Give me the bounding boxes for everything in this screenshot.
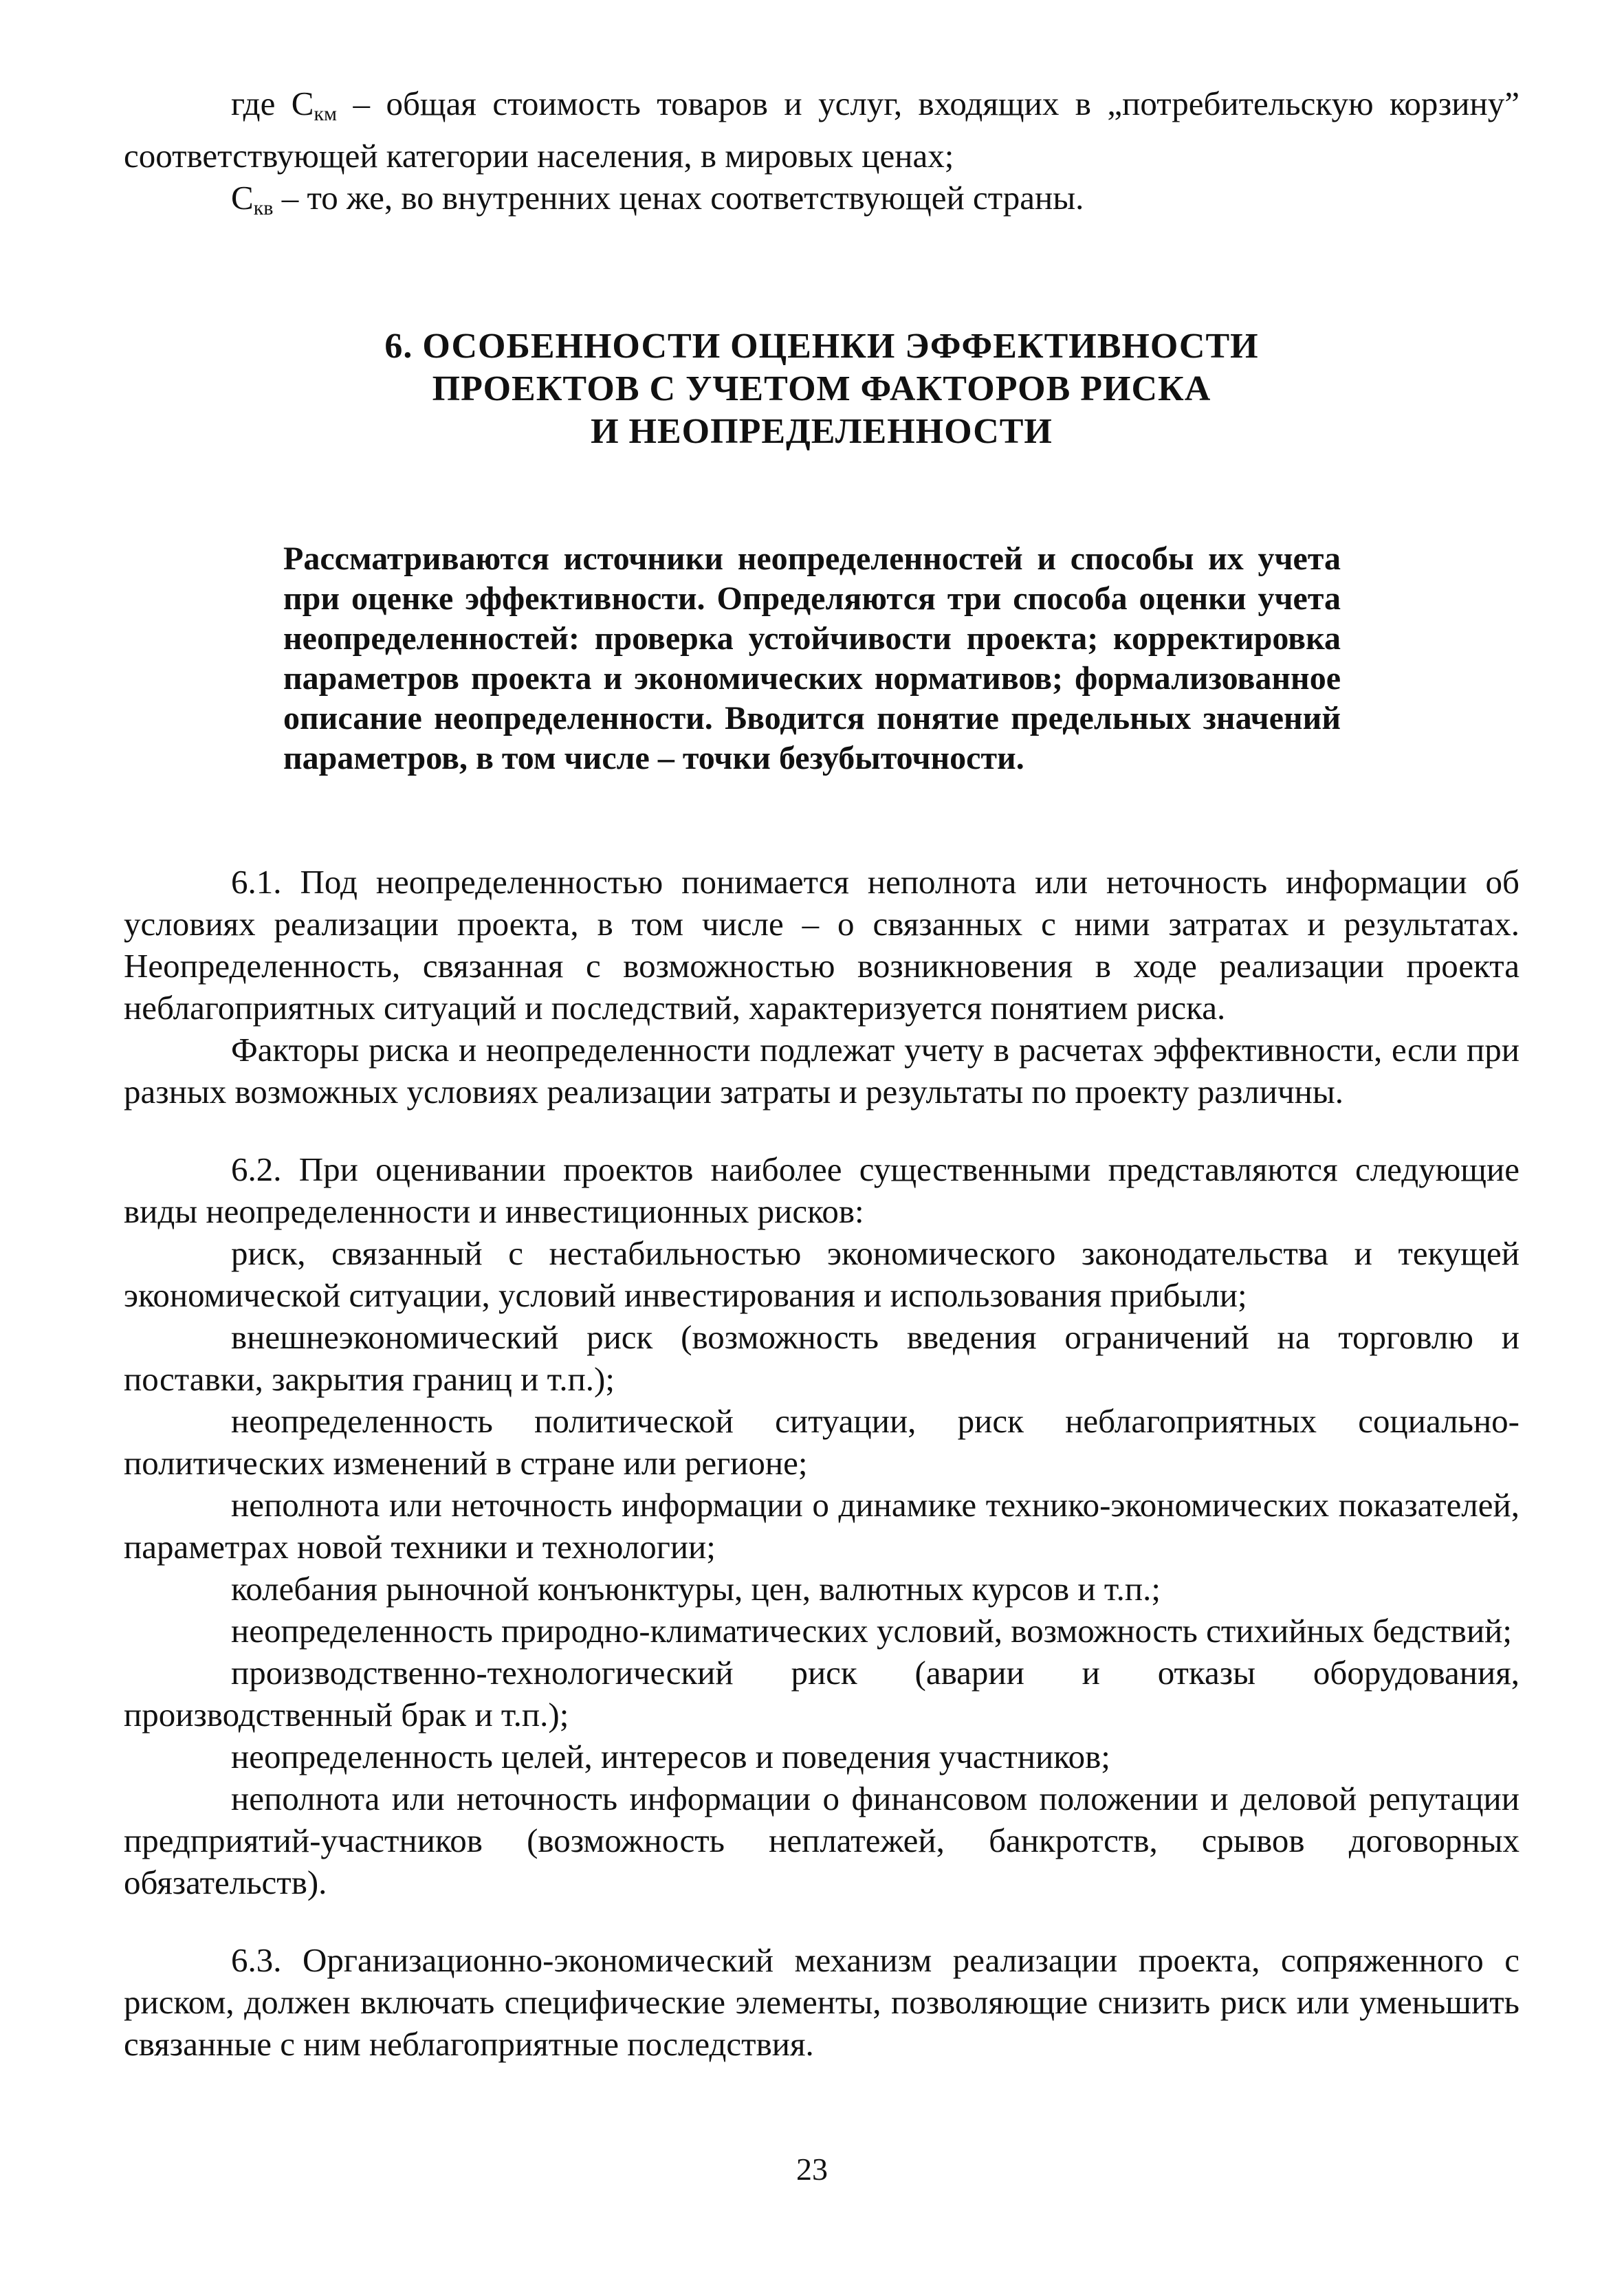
document-page	[124, 83, 1519, 2065]
risk-list-item: риск, связанный с нестабильностью экономического законодательства и текущей экономической ситуации, условий инвестирования и использования прибыли;	[124, 1234, 1519, 1314]
risk-list-item: неопределенность природно-климатических условий, возможность стихийных бедствий;	[231, 1612, 1513, 1650]
section-title-line: И НЕОПРЕДЕЛЕННОСТИ	[591, 412, 1053, 451]
ckv-subscript: кв	[253, 197, 274, 219]
section-title-line: ПРОЕКТОВ С УЧЕТОМ ФАКТОРОВ РИСКА	[432, 369, 1211, 408]
risk-list-item: колебания рыночной конъюнктуры, цен, валютных курсов и т.п.;	[231, 1570, 1161, 1608]
risk-list-item: неопределенность целей, интересов и поведения участников;	[231, 1738, 1110, 1775]
page-number: 23	[796, 2152, 828, 2187]
risk-list-item: внешнеэкономический риск (возможность введения ограничений на торговлю и поставки, закрытия границ и т.п.);	[124, 1318, 1519, 1398]
paragraph-6-1-continued: Факторы риска и неопределенности подлежат учету в расчетах эффективности, если при разных возможных условиях реализации затраты и результаты по проекту различны.	[124, 1031, 1519, 1111]
ckm-symbol: где C	[231, 85, 314, 122]
ckm-text: – общая стоимость товаров и услуг, входящих в „потребительскую корзину” соответствующей категории населения, в мировых ценах;	[124, 85, 1519, 175]
ckv-symbol: C	[231, 179, 254, 217]
section-abstract: Рассматриваются источники неопределенностей и способы их учета при оценке эффективности. Определяются три способа оценки учета неопределенностей: проверка устойчивости проекта; корректировка параметров проекта и экономических нормативов; формализованное описание неопределенности. Вводится понятие предельных значений параметров, в том числе – точки безубыточности.	[283, 540, 1341, 776]
paragraph-6-1: 6.1. Под неопределенностью понимается неполнота или неточность информации об условиях реализации проекта, в том числе – о связанных с ними затратах и результатах. Неопределенность, связанная с возможностью возникновения в ходе реализации проекта неблагоприятных ситуаций и последствий, характеризуется понятием риска.	[124, 863, 1519, 1027]
ckm-subscript: км	[314, 102, 338, 125]
paragraph-6-3: 6.3. Организационно-экономический механизм реализации проекта, сопряженного с риском, должен включать специфические элементы, позволяющие снизить риск или уменьшить связанные с ним неблагоприятные последствия.	[124, 1941, 1519, 2063]
risk-list-item: неполнота или неточность информации о динамике технико-экономических показателей, параметрах новой техники и технологии;	[124, 1486, 1519, 1566]
risk-list-item: неполнота или неточность информации о финансовом положении и деловой репутации предприятий-участников (возможность неплатежей, банкротств, срывов договорных обязательств).	[124, 1780, 1519, 1901]
ckv-text: – то же, во внутренних ценах соответствующей страны.	[273, 179, 1084, 217]
definition-ckv	[124, 177, 1519, 229]
paragraph-6-2: 6.2. При оценивании проектов наиболее существенными представляются следующие виды неопределенности и инвестиционных рисков:	[124, 1150, 1519, 1230]
section-title	[124, 325, 1519, 453]
risk-list-item: неопределенность политической ситуации, риск неблагоприятных социально-политических изменений в стране или регионе;	[124, 1402, 1519, 1482]
definition-ckm	[124, 83, 1519, 177]
section-title-line: 6. ОСОБЕННОСТИ ОЦЕНКИ ЭФФЕКТИВНОСТИ	[384, 327, 1259, 366]
risk-list-item: производственно-технологический риск (аварии и отказы оборудования, производственный брак и т.п.);	[124, 1654, 1519, 1734]
